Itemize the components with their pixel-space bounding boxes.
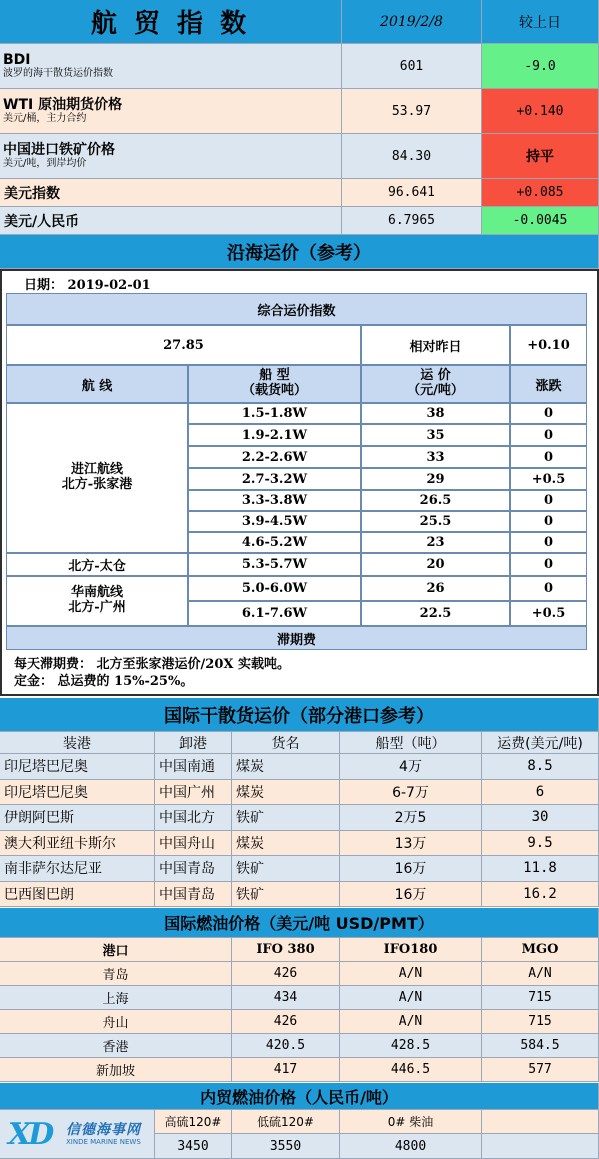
rate-cell: 26.5 <box>361 490 510 511</box>
intl-header-cargo: 货名 <box>232 732 340 754</box>
logo-mark: XD <box>8 1117 52 1152</box>
intl-header-freight-rate: 运费(美元/吨) <box>482 732 599 754</box>
index-title: BDI <box>3 52 31 69</box>
index-change-usdcny: -0.0045 <box>482 207 599 235</box>
ship-size-cell: 4.6-5.2W <box>188 532 361 553</box>
intl-cell-freight-rate: 9.5 <box>482 831 599 857</box>
fuel-header-ifo380: IFO 380 <box>232 938 340 962</box>
dom-header-low-sulfur: 低硫120# <box>232 1110 340 1134</box>
fuel-cell-mgo: 715 <box>482 986 599 1010</box>
route-name-sub: 北方-广州 <box>68 600 126 615</box>
col-change-header: 涨跌 <box>510 365 587 403</box>
rate-change-cell: +0.5 <box>510 601 587 626</box>
xinde-logo <box>8 1116 153 1154</box>
fuel-cell-ifo380: 434 <box>232 986 340 1010</box>
demurrage-line-2: 定金： 总运费的 15%-25%。 <box>14 674 194 689</box>
intl-cell-freight-rate: 8.5 <box>482 754 599 780</box>
intl-cell-cargo: 煤炭 <box>232 780 340 806</box>
coastal-date: 日期： 2019-02-01 <box>24 278 151 293</box>
vs-yesterday-value: +0.10 <box>510 325 587 365</box>
fuel-header-mgo: MGO <box>482 938 599 962</box>
intl-cell-freight-rate: 16.2 <box>482 882 599 908</box>
rate-cell: 26 <box>361 576 510 601</box>
rate-change-cell: 0 <box>510 403 587 424</box>
index-value-iron-ore: 84.30 <box>342 134 482 179</box>
index-subtitle: 美元/吨，到岸均价 <box>3 158 87 170</box>
ship-size-cell: 6.1-7.6W <box>188 601 361 626</box>
fuel-cell-ifo180: A/N <box>340 1010 482 1034</box>
intl-cell-ship-size: 2万5 <box>340 805 482 831</box>
index-value-wti: 53.97 <box>342 89 482 134</box>
rate-change-cell: 0 <box>510 490 587 511</box>
intl-cell-load-port: 澳大利亚纽卡斯尔 <box>0 831 155 857</box>
fuel-header-ifo180: IFO180 <box>340 938 482 962</box>
dom-value-blank <box>482 1134 599 1159</box>
col-ship-sub: （载货吨） <box>241 383 307 398</box>
rate-change-cell: 0 <box>510 532 587 553</box>
index-name-usdcny: 美元/人民币 <box>0 207 342 235</box>
fuel-cell-mgo: 584.5 <box>482 1034 599 1058</box>
rate-change-cell: +0.5 <box>510 468 587 490</box>
intl-header-ship-size: 船型（吨） <box>340 732 482 754</box>
fuel-cell-port: 上海 <box>0 986 232 1010</box>
fuel-cell-port: 香港 <box>0 1034 232 1058</box>
col-ship-header <box>188 365 361 403</box>
index-change-bdi: -9.0 <box>482 44 599 89</box>
fuel-cell-ifo380: 420.5 <box>232 1034 340 1058</box>
ship-size-cell: 2.7-3.2W <box>188 468 361 490</box>
dom-header-high-sulfur: 高硫120# <box>155 1110 232 1134</box>
index-value-usd: 96.641 <box>342 179 482 207</box>
ship-size-cell: 5.3-5.7W <box>188 553 361 576</box>
fuel-cell-port: 新加坡 <box>0 1058 232 1082</box>
fuel-cell-ifo380: 426 <box>232 962 340 986</box>
ship-size-cell: 3.9-4.5W <box>188 511 361 532</box>
intl-cell-ship-size: 16万 <box>340 856 482 882</box>
intl-cell-ship-size: 4万 <box>340 754 482 780</box>
route-group-zhangjiagang <box>6 403 188 553</box>
ship-size-cell: 2.2-2.6W <box>188 446 361 468</box>
rate-cell: 38 <box>361 403 510 424</box>
col-ship-label: 船 型 <box>259 368 290 384</box>
fuel-header-port: 港口 <box>0 938 232 962</box>
intl-cell-ship-size: 16万 <box>340 882 482 908</box>
fuel-cell-ifo180: A/N <box>340 962 482 986</box>
index-change-wti: +0.140 <box>482 89 599 134</box>
intl-cell-cargo: 铁矿 <box>232 856 340 882</box>
fuel-cell-ifo180: 428.5 <box>340 1034 482 1058</box>
fuel-cell-ifo380: 426 <box>232 1010 340 1034</box>
intl-cell-load-port: 印尼塔巴尼奥 <box>0 754 155 780</box>
fuel-cell-ifo180: 446.5 <box>340 1058 482 1082</box>
index-name-usd: 美元指数 <box>0 179 342 207</box>
index-title: 中国进口铁矿价格 <box>3 142 115 159</box>
coastal-title: 沿海运价（参考） <box>0 235 599 269</box>
intl-cell-discharge-port: 中国南通 <box>155 754 232 780</box>
fuel-cell-ifo380: 417 <box>232 1058 340 1082</box>
intl-cell-freight-rate: 30 <box>482 805 599 831</box>
rate-cell: 33 <box>361 446 510 468</box>
dom-value-diesel: 4800 <box>340 1134 482 1159</box>
intl-freight-title: 国际干散货运价（部分港口参考） <box>0 698 599 732</box>
fuel-cell-ifo180: A/N <box>340 986 482 1010</box>
intl-cell-cargo: 煤炭 <box>232 831 340 857</box>
dom-header-diesel: 0# 柴油 <box>340 1110 482 1134</box>
dom-header-blank <box>482 1110 599 1134</box>
fuel-cell-port: 青岛 <box>0 962 232 986</box>
fuel-cell-mgo: A/N <box>482 962 599 986</box>
intl-cell-freight-rate: 6 <box>482 780 599 806</box>
fuel-cell-mgo: 715 <box>482 1010 599 1034</box>
intl-cell-discharge-port: 中国舟山 <box>155 831 232 857</box>
rate-change-cell: 0 <box>510 553 587 576</box>
intl-cell-ship-size: 13万 <box>340 831 482 857</box>
report-date: 2019/2/8 <box>342 0 482 44</box>
rate-change-cell: 0 <box>510 511 587 532</box>
index-name-bdi <box>0 44 342 89</box>
rate-cell: 25.5 <box>361 511 510 532</box>
intl-cell-ship-size: 6-7万 <box>340 780 482 806</box>
col-rate-sub: （元/吨） <box>407 383 464 398</box>
page-title: 航 贸 指 数 <box>0 0 342 44</box>
intl-cell-discharge-port: 中国北方 <box>155 805 232 831</box>
intl-header-discharge-port: 卸港 <box>155 732 232 754</box>
index-subtitle: 美元/桶，主力合约 <box>3 113 87 125</box>
index-title: WTI 原油期货价格 <box>3 97 123 114</box>
composite-index-value: 27.85 <box>6 325 361 365</box>
route-name: 进江航线 <box>70 462 123 478</box>
rate-cell: 23 <box>361 532 510 553</box>
intl-header-load-port: 装港 <box>0 732 155 754</box>
intl-cell-load-port: 巴西图巴朗 <box>0 882 155 908</box>
route-group-guangzhou <box>6 576 188 626</box>
vs-yesterday-label: 相对昨日 <box>361 325 510 365</box>
intl-cell-discharge-port: 中国青岛 <box>155 856 232 882</box>
rate-cell: 20 <box>361 553 510 576</box>
col-route-header: 航 线 <box>6 365 188 403</box>
route-name: 华南航线 <box>70 585 123 601</box>
intl-fuel-title: 国际燃油价格（美元/吨 USD/PMT） <box>0 908 599 938</box>
intl-cell-cargo: 铁矿 <box>232 805 340 831</box>
intl-cell-discharge-port: 中国青岛 <box>155 882 232 908</box>
col-rate-label: 运 价 <box>420 368 451 384</box>
col-rate-header <box>361 365 510 403</box>
rate-cell: 35 <box>361 424 510 446</box>
logo-cn: 信德海事网 <box>66 1122 141 1138</box>
rate-cell: 29 <box>361 468 510 490</box>
domestic-fuel-title: 内贸燃油价格（人民币/吨） <box>0 1083 599 1110</box>
composite-index-label: 综合运价指数 <box>6 293 587 325</box>
intl-cell-load-port: 南非萨尔达尼亚 <box>0 856 155 882</box>
index-name-iron-ore <box>0 134 342 179</box>
fuel-cell-mgo: 577 <box>482 1058 599 1082</box>
intl-cell-cargo: 煤炭 <box>232 754 340 780</box>
index-value-bdi: 601 <box>342 44 482 89</box>
index-value-usdcny: 6.7965 <box>342 207 482 235</box>
intl-cell-cargo: 铁矿 <box>232 882 340 908</box>
rate-cell: 22.5 <box>361 601 510 626</box>
ship-size-cell: 3.3-3.8W <box>188 490 361 511</box>
index-change-usd: +0.085 <box>482 179 599 207</box>
dom-value-low-sulfur: 3550 <box>232 1134 340 1159</box>
dom-value-high-sulfur: 3450 <box>155 1134 232 1159</box>
index-name-wti <box>0 89 342 134</box>
intl-cell-freight-rate: 11.8 <box>482 856 599 882</box>
logo-en: XINDE MARINE NEWS <box>66 1138 141 1146</box>
ship-size-cell: 1.9-2.1W <box>188 424 361 446</box>
intl-cell-load-port: 印尼塔巴尼奥 <box>0 780 155 806</box>
rate-change-cell: 0 <box>510 424 587 446</box>
rate-change-cell: 0 <box>510 576 587 601</box>
index-subtitle: 波罗的海干散货运价指数 <box>3 68 113 80</box>
rate-change-cell: 0 <box>510 446 587 468</box>
compare-header: 较上日 <box>482 0 599 44</box>
fuel-cell-port: 舟山 <box>0 1010 232 1034</box>
demurrage-line-1: 每天滞期费： 北方至张家港运价/20X 实载吨。 <box>14 657 290 672</box>
ship-size-cell: 5.0-6.0W <box>188 576 361 601</box>
index-change-iron-ore: 持平 <box>482 134 599 179</box>
route-name-sub: 北方-张家港 <box>61 477 133 492</box>
ship-size-cell: 1.5-1.8W <box>188 403 361 424</box>
demurrage-title: 滞期费 <box>6 626 587 650</box>
intl-cell-load-port: 伊朗阿巴斯 <box>0 805 155 831</box>
route-group-taicang: 北方-太仓 <box>6 553 188 576</box>
intl-cell-discharge-port: 中国广州 <box>155 780 232 806</box>
